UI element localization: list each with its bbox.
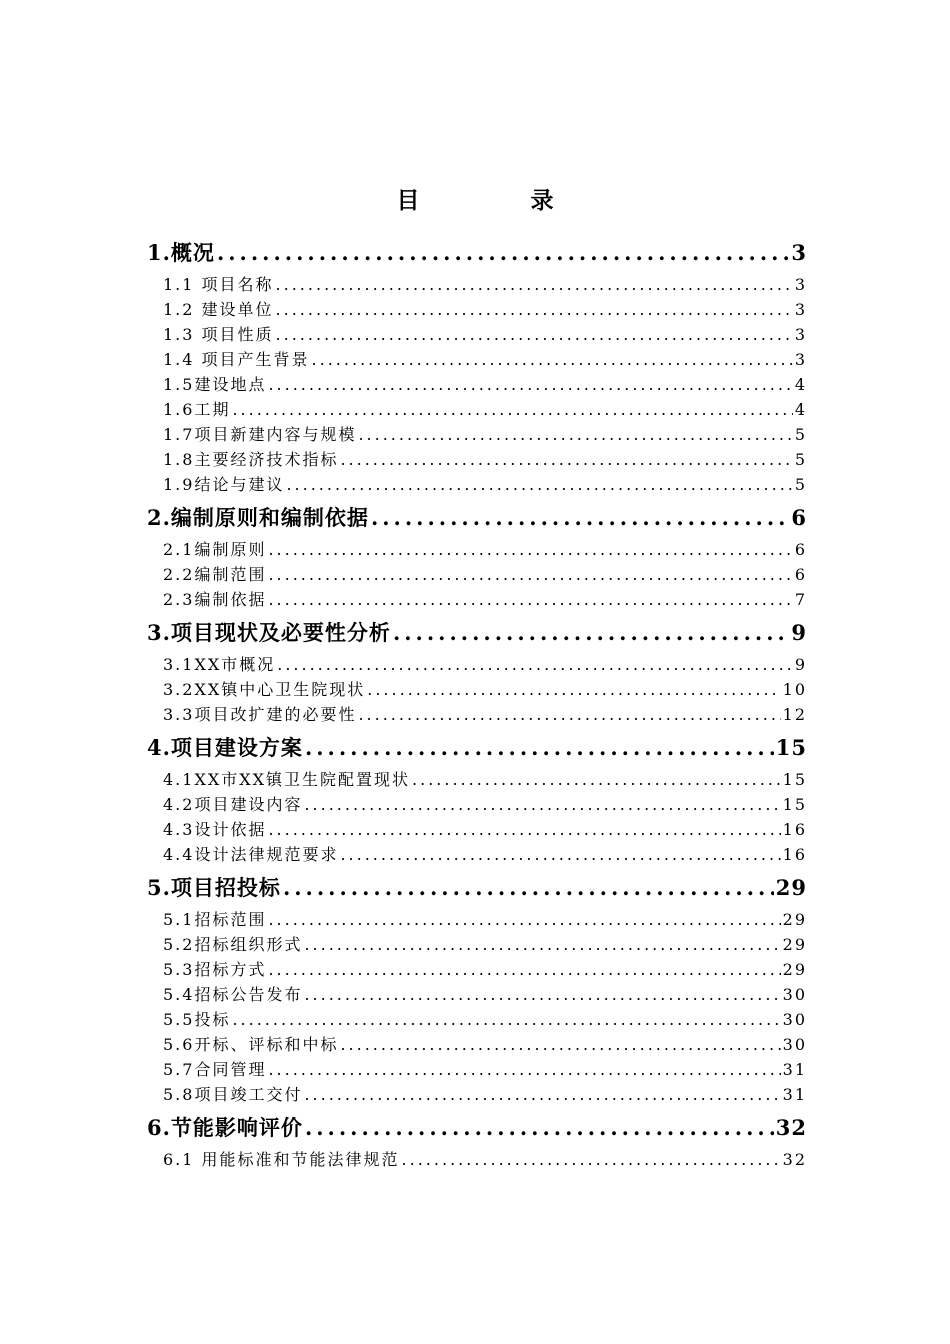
toc-section-entry[interactable] [147,372,807,397]
toc-leader-dots [371,503,789,533]
toc-section-entry[interactable] [147,792,807,817]
toc-leader-dots [358,422,792,447]
toc-section-entry[interactable] [147,1057,807,1082]
toc-page-number: 32 [782,1150,807,1169]
toc-chapter-entry[interactable] [147,733,807,763]
toc-leader-dots [276,297,793,322]
toc-chapter-label: 3.项目现状及必要性分析 [147,620,391,645]
toc-leader-dots [402,1147,781,1172]
toc-section-label: 4.2项目建设内容 [163,795,303,814]
toc-section-entry[interactable] [147,652,807,677]
toc-section-label: 2.2编制范围 [163,565,267,584]
toc-page-number: 10 [782,680,807,699]
table-of-contents [147,232,807,1172]
toc-section-label: 4.4设计法律规范要求 [163,845,339,864]
toc-chapter-label: 2.编制原则和编制依据 [147,505,369,530]
toc-section-entry[interactable] [147,397,807,422]
toc-leader-dots [358,702,780,727]
toc-page-number: 15 [782,770,807,789]
toc-page-number: 32 [775,1115,807,1140]
toc-leader-dots [268,957,780,982]
toc-chapter-entry[interactable] [147,873,807,903]
toc-section-entry[interactable] [147,1007,807,1032]
toc-section-label: 1.8主要经济技术指标 [163,450,339,469]
toc-page-number: 9 [791,620,807,645]
toc-leader-dots [217,238,789,268]
toc-page-number: 29 [775,875,807,900]
toc-leader-dots [340,447,792,472]
toc-page-number: 3 [794,300,807,319]
toc-page-number: 30 [782,1010,807,1029]
toc-section-label: 3.2XX镇中心卫生院现状 [163,680,366,699]
toc-section-label: 5.7合同管理 [163,1060,267,1079]
toc-section-entry[interactable] [147,1147,807,1172]
toc-section-entry[interactable] [147,982,807,1007]
toc-leader-dots [268,562,792,587]
toc-leader-dots [367,677,780,702]
toc-section-entry[interactable] [147,297,807,322]
toc-page-number: 29 [782,960,807,979]
toc-leader-dots [283,873,774,903]
toc-page-number: 6 [794,540,807,559]
toc-leader-dots [393,618,789,648]
toc-page-number: 3 [791,240,807,265]
toc-leader-dots [412,767,781,792]
toc-section-entry[interactable] [147,1032,807,1057]
toc-chapter-entry[interactable] [147,618,807,648]
toc-section-label: 1.4 项目产生背景 [163,350,310,369]
toc-leader-dots [268,372,792,397]
toc-section-label: 1.1 项目名称 [163,275,274,294]
toc-section-label: 2.3编制依据 [163,590,267,609]
toc-section-entry[interactable] [147,767,807,792]
toc-leader-dots [304,792,780,817]
toc-page-number: 3 [794,350,807,369]
toc-section-label: 5.8项目竣工交付 [163,1085,303,1104]
toc-section-entry[interactable] [147,702,807,727]
toc-page-number: 5 [794,425,807,444]
toc-page-number: 15 [782,795,807,814]
toc-section-entry[interactable] [147,537,807,562]
toc-section-label: 4.3设计依据 [163,820,267,839]
toc-chapter-entry[interactable] [147,1113,807,1143]
toc-page-number: 7 [794,590,807,609]
toc-section-entry[interactable] [147,1082,807,1107]
toc-leader-dots [276,272,793,297]
toc-leader-dots [232,397,792,422]
toc-leader-dots [277,652,793,677]
toc-section-label: 3.1XX市概况 [163,655,276,674]
toc-leader-dots [268,537,792,562]
toc-leader-dots [268,587,792,612]
toc-chapter-entry[interactable] [147,238,807,268]
toc-chapter-label: 1.概况 [147,240,215,265]
toc-section-label: 1.2 建设单位 [163,300,274,319]
toc-section-label: 5.4招标公告发布 [163,985,303,1004]
toc-section-label: 6.1 用能标准和节能法律规范 [163,1150,400,1169]
toc-section-label: 5.6开标、评标和中标 [163,1035,339,1054]
toc-page-number: 5 [794,450,807,469]
toc-chapter-entry[interactable] [147,503,807,533]
toc-leader-dots [276,322,793,347]
toc-section-entry[interactable] [147,472,807,497]
toc-page-number: 16 [782,820,807,839]
toc-page-number: 15 [775,735,807,760]
toc-section-label: 1.7项目新建内容与规模 [163,425,357,444]
toc-section-entry[interactable] [147,677,807,702]
toc-page-number: 3 [794,275,807,294]
toc-section-entry[interactable] [147,907,807,932]
toc-section-entry[interactable] [147,957,807,982]
toc-leader-dots [340,1032,780,1057]
toc-page-number: 30 [782,985,807,1004]
toc-page-number: 29 [782,910,807,929]
toc-leader-dots [304,1082,780,1107]
toc-section-entry[interactable] [147,817,807,842]
toc-section-label: 5.1招标范围 [163,910,267,929]
toc-leader-dots [305,733,774,763]
toc-section-entry[interactable] [147,322,807,347]
toc-section-label: 3.3项目改扩建的必要性 [163,705,357,724]
toc-page-number: 31 [782,1060,807,1079]
toc-leader-dots [305,1113,774,1143]
toc-page-number: 5 [794,475,807,494]
toc-leader-dots [268,817,780,842]
toc-leader-dots [312,347,793,372]
toc-leader-dots [304,932,780,957]
toc-section-label: 1.6工期 [163,400,231,419]
toc-leader-dots [232,1007,780,1032]
toc-section-label: 5.3招标方式 [163,960,267,979]
toc-page-number: 29 [782,935,807,954]
toc-page-number: 16 [782,845,807,864]
toc-section-label: 5.5投标 [163,1010,231,1029]
toc-page-number: 4 [794,400,807,419]
toc-section-label: 5.2招标组织形式 [163,935,303,954]
toc-section-label: 1.5建设地点 [163,375,267,394]
toc-title: 目 录 [396,187,598,214]
toc-page-number: 31 [782,1085,807,1104]
toc-section-label: 2.1编制原则 [163,540,267,559]
toc-leader-dots [340,842,780,867]
toc-section-label: 4.1XX市XX镇卫生院配置现状 [163,770,411,789]
toc-section-entry[interactable] [147,447,807,472]
toc-section-label: 1.9结论与建议 [163,475,285,494]
toc-chapter-label: 4.项目建设方案 [147,735,303,760]
toc-section-label: 1.3 项目性质 [163,325,274,344]
toc-page-number: 12 [782,705,807,724]
toc-page-number: 4 [794,375,807,394]
toc-section-entry[interactable] [147,587,807,612]
toc-section-entry[interactable] [147,562,807,587]
toc-chapter-label: 5.项目招投标 [147,875,281,900]
toc-chapter-label: 6.节能影响评价 [147,1115,303,1140]
toc-page-number: 6 [794,565,807,584]
toc-leader-dots [304,982,780,1007]
toc-page-number: 6 [791,505,807,530]
toc-page-number: 9 [794,655,807,674]
toc-section-entry[interactable] [147,932,807,957]
toc-leader-dots [268,1057,780,1082]
toc-leader-dots [286,472,792,497]
toc-page-number: 3 [794,325,807,344]
toc-section-entry[interactable] [147,347,807,372]
toc-page-number: 30 [782,1035,807,1054]
toc-section-entry[interactable] [147,842,807,867]
toc-leader-dots [268,907,780,932]
toc-section-entry[interactable] [147,422,807,447]
toc-section-entry[interactable] [147,272,807,297]
